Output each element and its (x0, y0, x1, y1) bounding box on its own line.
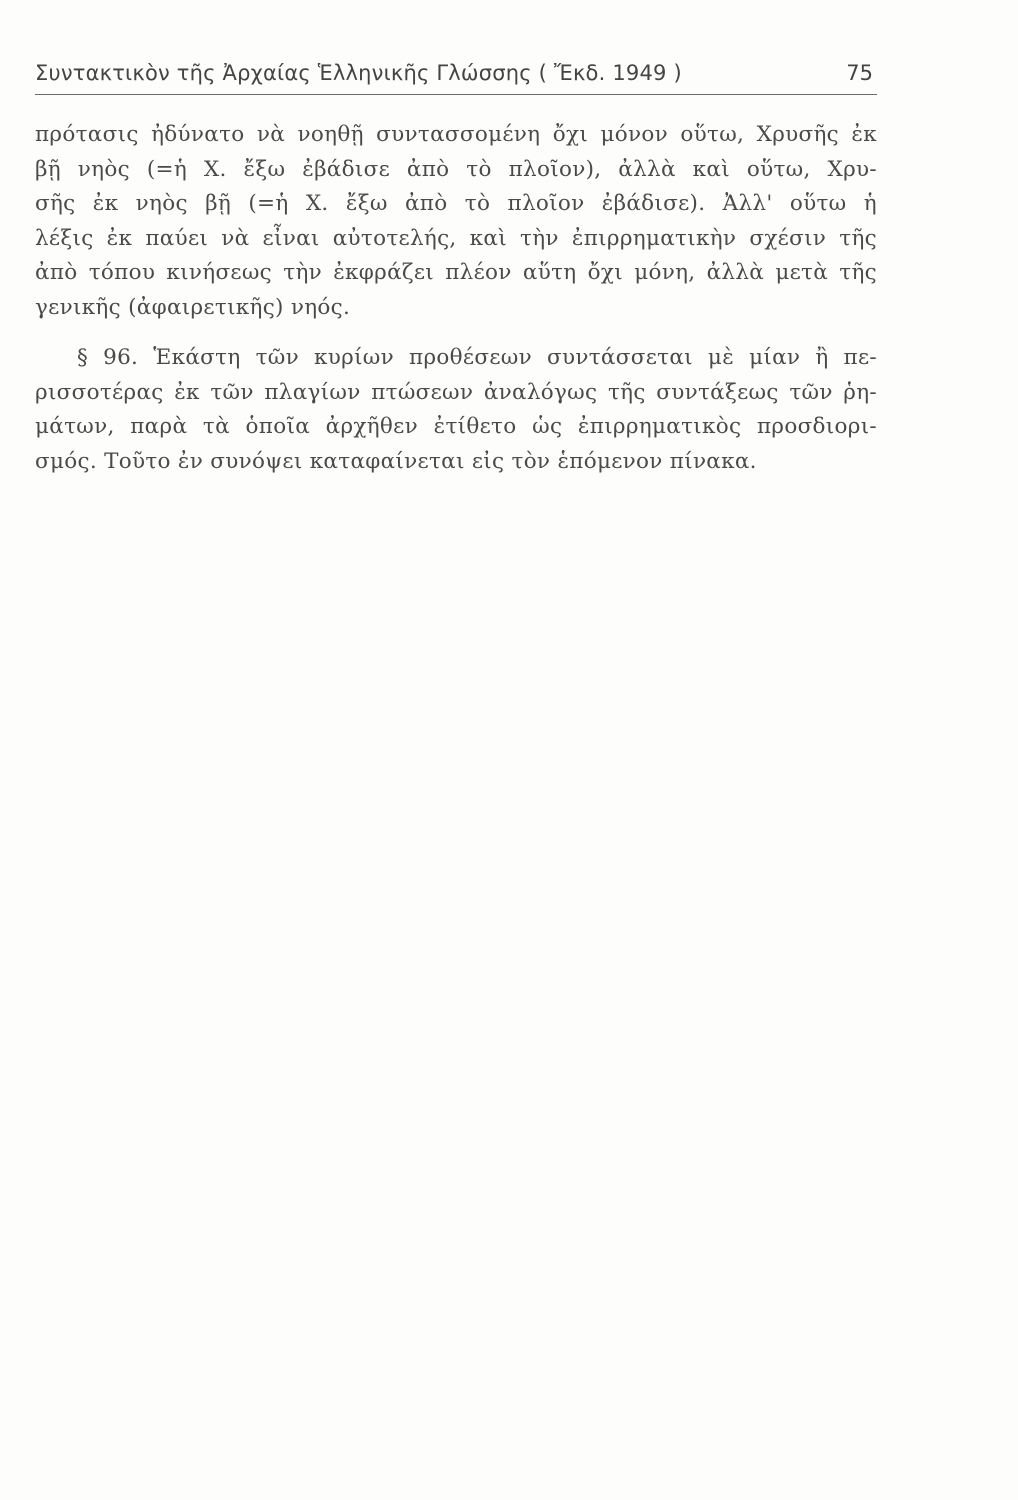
running-header (35, 52, 877, 95)
text-line: πρότασις ἠδύνατο νὰ νοηθῇ συντασσομένη ὄχι μόνον οὕτω, Χρυσῆς ἐκ (35, 122, 877, 147)
text-line: λέξις ἐκ παύει νὰ εἶναι αὐτοτελής, καὶ τὴν ἐπιρρηματικὴν σχέσιν τῆς (35, 225, 877, 251)
text-line: μάτων, παρὰ τὰ ὁποῖα ἀρχῆθεν ἐτίθετο ὡς ἐπιρρηματικὸς προσδιορι- (35, 414, 877, 439)
paragraph-1 (35, 118, 877, 325)
text-line: βῇ νηὸς (=ἡ Χ. ἔξω ἐβάδισε ἀπὸ τὸ πλοῖον), ἀλλὰ καὶ οὕτω, Χρυ- (35, 156, 877, 182)
paragraph-2 (35, 341, 877, 479)
text-line: γενικῆς (ἀφαιρετικῆς) νηός. (35, 294, 351, 320)
paragraph-gap (35, 325, 877, 341)
text-line: § 96. Ἑκάστη τῶν κυρίων προθέσεων συντάσσεται μὲ μίαν ἢ πε- (77, 345, 877, 370)
text-line: σῆς ἐκ νηὸς βῇ (=ἡ Χ. ἔξω ἀπὸ τὸ πλοῖον ἐβάδισε). Ἀλλ' οὕτω ἡ (35, 191, 877, 216)
text-line: ρισσοτέρας ἐκ τῶν πλαγίων πτώσεων ἀναλόγως τῆς συντάξεως τῶν ῥη- (35, 379, 877, 405)
text-line: ἀπὸ τόπου κινήσεως τὴν ἐκφράζει πλέον αὕτη ὄχι μόνη, ἀλλὰ μετὰ τῆς (35, 260, 877, 285)
text-line: σμός. Τοῦτο ἐν συνόψει καταφαίνεται εἰς τὸν ἑπόμενον πίνακα. (35, 448, 757, 474)
body-text (35, 118, 877, 479)
header-title: Συντακτικὸν τῆς Ἀρχαίας Ἑλληνικῆς Γλώσσης ( Ἔκδ. 1949 ) (35, 61, 682, 85)
page-number: 75 (846, 61, 873, 85)
